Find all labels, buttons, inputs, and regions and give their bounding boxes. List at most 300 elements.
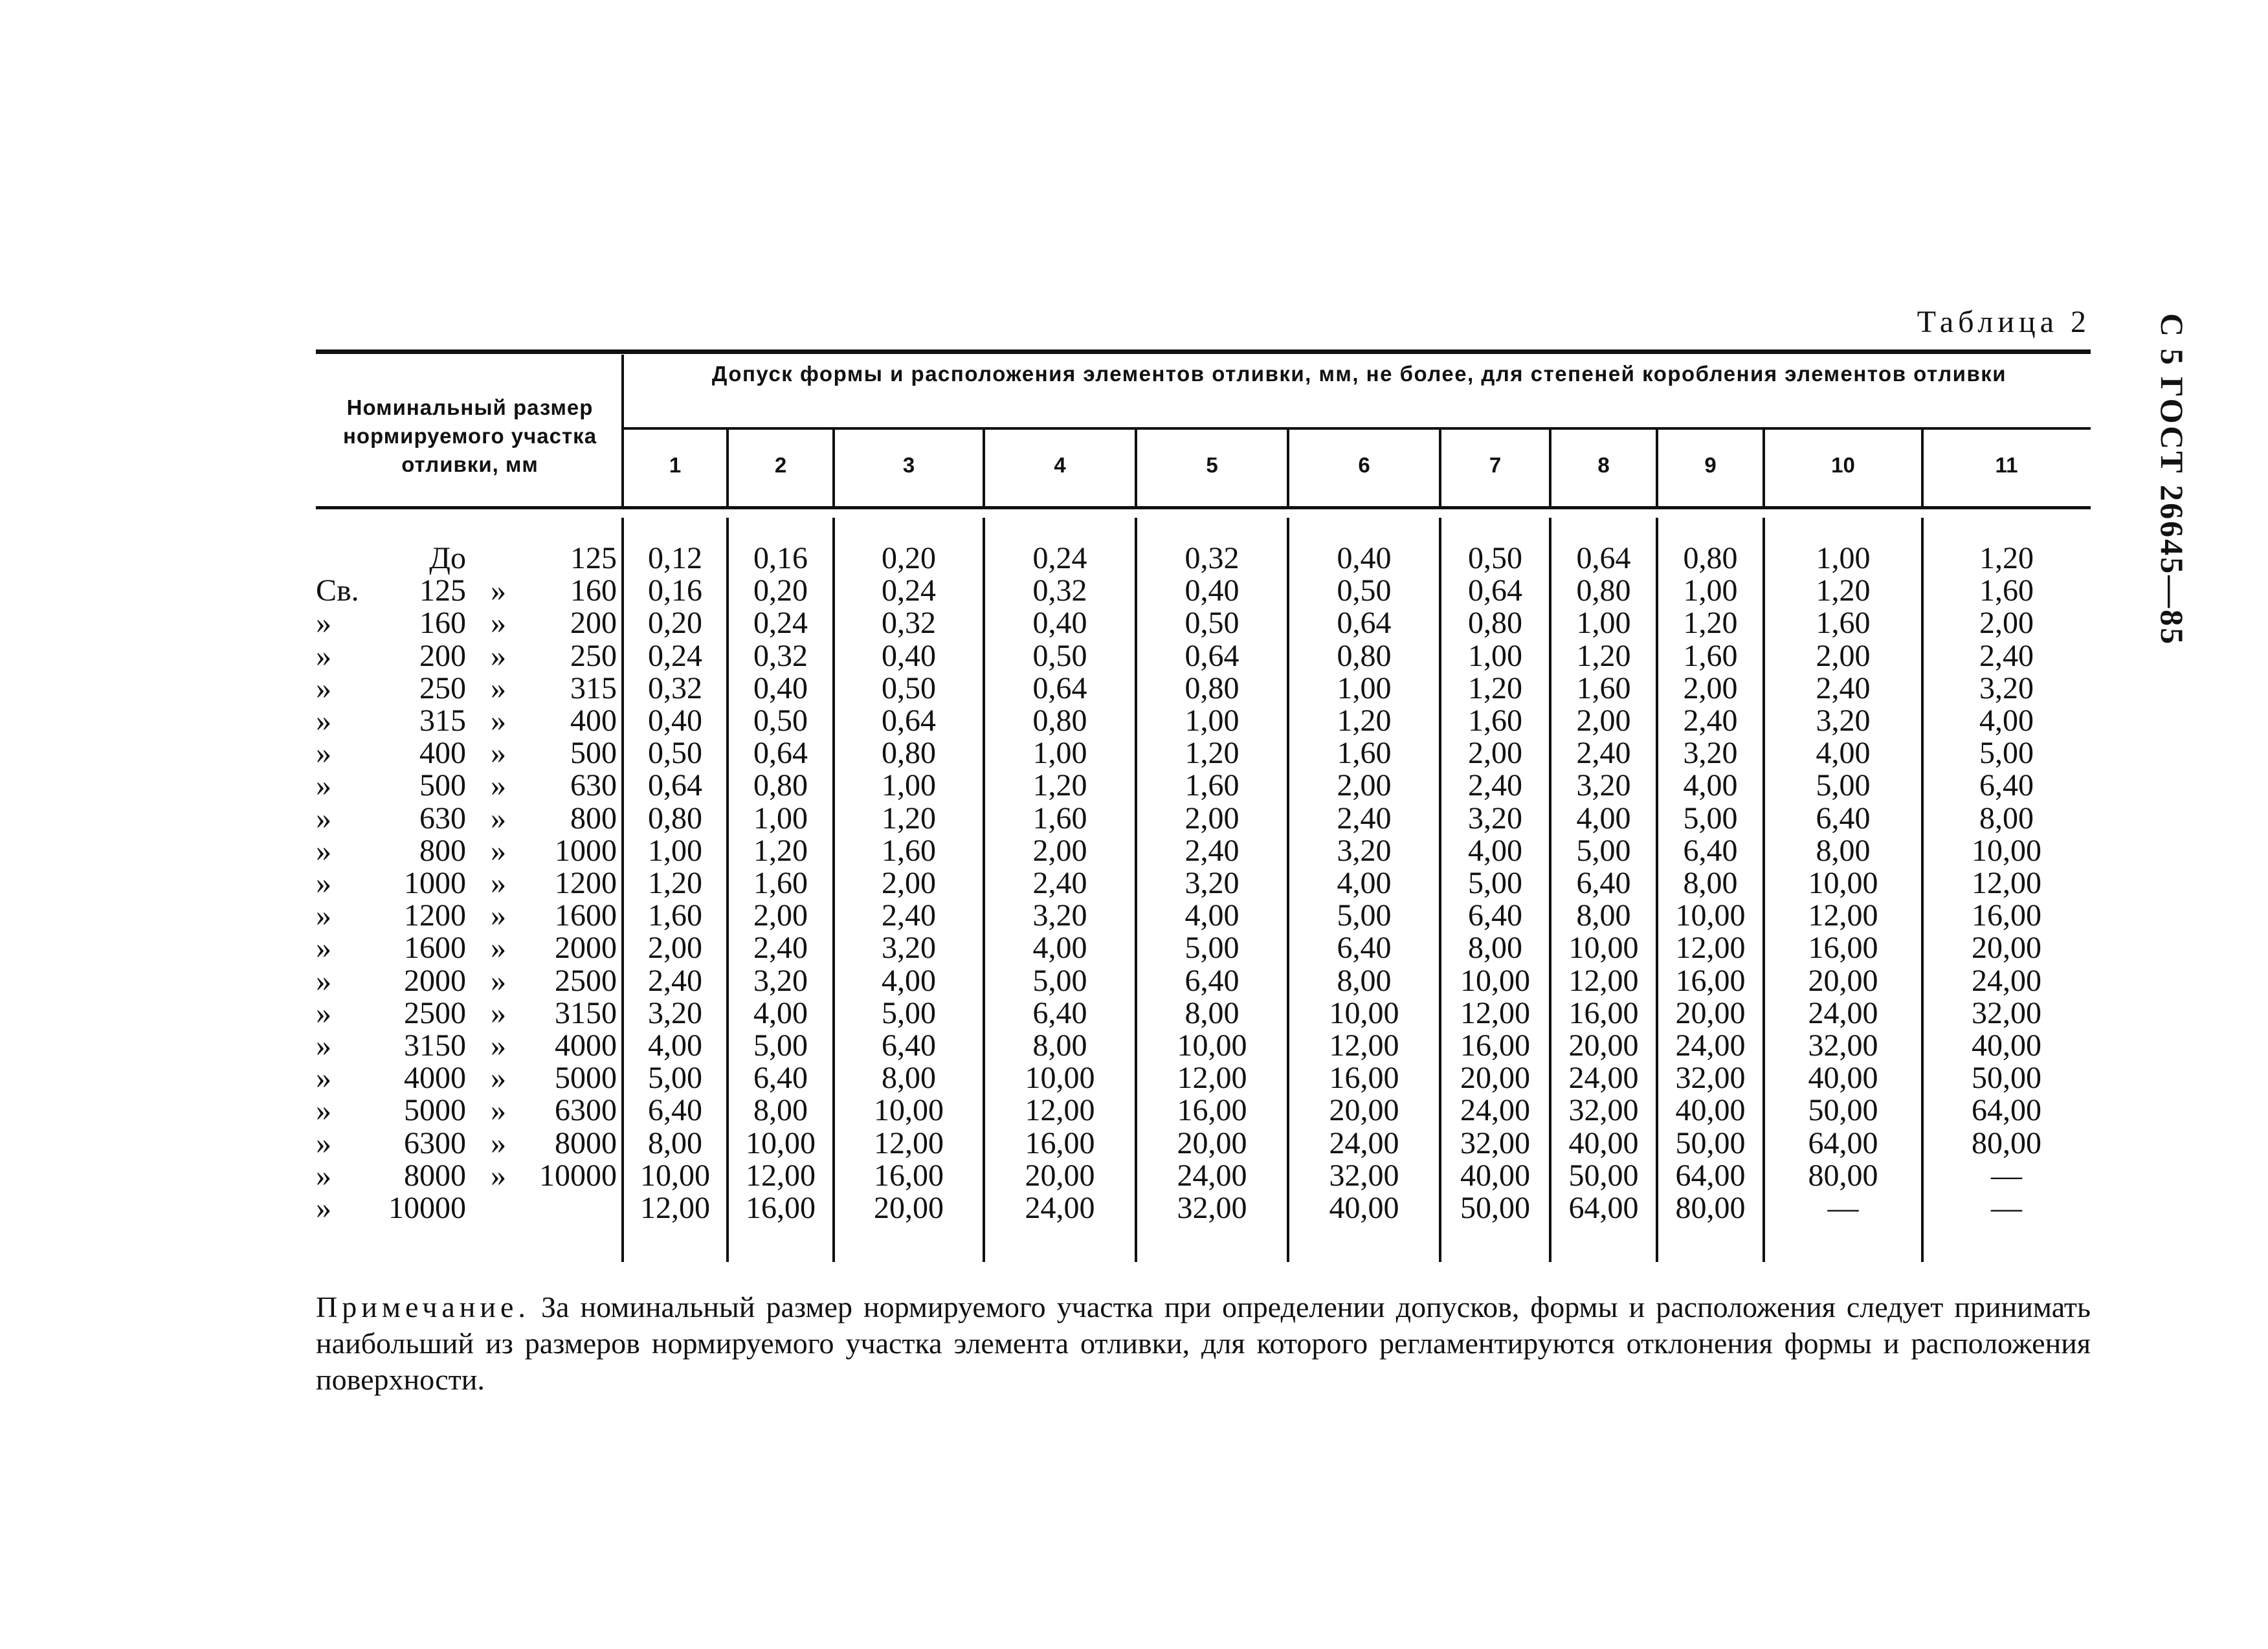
table-cell: 8,00 [1468,931,1522,966]
table-cell: 50,00 [1675,1125,1746,1160]
table-cell: 64,00 [1568,1191,1639,1225]
row-size-from: 200 [419,638,466,673]
row-size-from: 160 [419,606,466,641]
table-cell: — [1991,1158,2022,1193]
table-cell: 4,00 [882,963,936,998]
row-prefix: » [316,736,331,771]
table-cell: 8,00 [1979,801,2034,836]
table-cell: 12,00 [1460,995,1530,1030]
table-cell: 32,00 [1460,1125,1530,1160]
row-prefix: » [316,1125,331,1160]
table-cell: 32,00 [1675,1061,1746,1096]
table-cell: 3,20 [1979,670,2034,705]
table-cell: 1,00 [1468,638,1522,673]
table-cell: 32,00 [1329,1158,1399,1193]
table-cell: 8,00 [1032,1028,1087,1063]
table-cell: 16,00 [1460,1028,1530,1063]
table-cell: 32,00 [1972,995,2041,1030]
table-cell: 1,20 [1576,638,1631,673]
table-cell: 50,00 [1568,1158,1639,1193]
table-cell: 2,00 [648,931,702,966]
row-prefix: » [316,801,331,836]
tolerance-caption: Допуск формы и расположения элементов отливки, мм, не более, для степеней коробления элементов отливки [711,362,2007,386]
table-cell: 0,40 [753,670,808,705]
table-cell: 32,00 [1808,1028,1878,1063]
table-cell: 0,80 [1576,573,1631,608]
table-cell: 6,40 [1032,995,1087,1030]
table-cell: 20,00 [874,1191,944,1225]
table-cell: 3,20 [882,931,936,966]
table-cell: 5,00 [1032,963,1087,998]
table-cell: 24,00 [1972,963,2041,998]
table-cell: 0,20 [753,573,808,608]
degree-header: 9 [1704,453,1717,477]
table-cell: 0,80 [1184,670,1240,705]
table-cell: 1,60 [1468,703,1522,738]
table-cell: 40,00 [1675,1093,1746,1128]
table-cell: 12,00 [1972,866,2041,900]
row-size-to: 250 [570,638,617,673]
row-size-to: 2000 [555,931,617,966]
table-cell: — [1827,1191,1859,1225]
document-side-label: С 5 ГОСТ 26645—85 [2154,313,2190,647]
table-cell: 24,00 [1675,1028,1746,1063]
table-cell: 0,40 [1184,573,1240,608]
table-cell: 1,60 [753,866,808,900]
table-cell: 0,32 [648,670,702,705]
table-cell: 5,00 [882,995,936,1030]
row-size-from: 800 [419,833,466,868]
table-cell: 20,00 [1808,963,1878,998]
table-cell: 4,00 [1576,801,1631,836]
table-cell: 80,00 [1675,1191,1746,1225]
row-size-from: 630 [419,801,466,836]
row-prefix: » [316,703,331,738]
table-cell: 6,40 [1337,931,1392,966]
degree-header: 2 [774,453,787,477]
table-cell: 12,00 [1568,963,1639,998]
table-cell: 2,40 [1816,670,1871,705]
table-cell: 0,20 [648,606,702,641]
table-cell: 0,40 [882,638,936,673]
table-cell: 1,60 [1979,573,2034,608]
note-heading: Примечание. [316,1290,530,1323]
table-cell: 0,80 [1683,541,1738,575]
table-cell: 1,00 [1337,670,1392,705]
table-cell: 24,00 [1568,1061,1639,1096]
table-cell: 0,50 [1032,638,1087,673]
table-cell: 2,40 [1468,768,1522,803]
table-cell: 8,00 [1816,833,1871,868]
table-cell: 2,00 [1979,606,2034,641]
table-cell: 5,00 [648,1061,702,1096]
row-separator-mark: » [491,768,506,803]
table-cell: 1,60 [1184,768,1240,803]
table-cell: 0,40 [1032,606,1087,641]
table-cell: 1,20 [1683,606,1738,641]
table-cell: 1,00 [882,768,936,803]
row-separator-mark: » [491,931,506,966]
table-cell: 40,00 [1568,1125,1639,1160]
table-cell: 1,20 [648,866,702,900]
table-cell: 6,40 [1816,801,1871,836]
row-separator-mark: » [491,1028,506,1063]
row-separator-mark: » [491,995,506,1030]
row-size-from: 2000 [404,963,466,998]
table-cell: 1,00 [1032,736,1087,771]
table-cell: 20,00 [1675,995,1746,1030]
table-cell: 1,20 [1032,768,1087,803]
table-cell: 2,40 [1576,736,1631,771]
table-cell: 64,00 [1675,1158,1746,1193]
row-separator-mark: » [491,1093,506,1128]
table-cell: 1,00 [1683,573,1738,608]
row-size-from: До [429,541,466,575]
row-separator-mark: » [491,1158,506,1193]
row-size-from: 8000 [404,1158,466,1193]
table-cell: 3,20 [1576,768,1631,803]
table-cell: 10,00 [1329,995,1399,1030]
table-cell: 4,00 [1816,736,1871,771]
row-separator-mark: » [491,606,506,641]
table-cell: 2,00 [1683,670,1738,705]
table-cell: 4,00 [1184,898,1240,933]
table-cell: 0,50 [648,736,702,771]
row-prefix: » [316,833,331,868]
header-left-separator [621,355,624,507]
table-cell: 1,60 [1683,638,1738,673]
table-cell: 3,20 [1683,736,1738,771]
row-prefix: » [316,995,331,1030]
table-cell: 10,00 [746,1125,816,1160]
table-cell: 0,64 [882,703,936,738]
table-cell: 1,60 [648,898,702,933]
table-cell: 2,40 [753,931,808,966]
table-cell: 0,80 [753,768,808,803]
table-cell: 20,00 [1568,1028,1639,1063]
table-cell: 1,20 [1337,703,1392,738]
table-cell: 4,00 [1337,866,1392,900]
degree-header: 11 [1995,453,2018,477]
table-cell: 8,00 [1184,995,1240,1030]
row-size-to: 8000 [555,1125,617,1160]
table-cell: 32,00 [1568,1093,1639,1128]
table-cell: 8,00 [648,1125,702,1160]
table-cell: 1,20 [753,833,808,868]
table-cell: 10,00 [640,1158,710,1193]
table-cell: 16,00 [1329,1061,1399,1096]
degree-header: 6 [1358,453,1370,477]
table-cell: 0,40 [1337,541,1392,575]
table-cell: 0,24 [882,573,936,608]
table-cell: 20,00 [1025,1158,1095,1193]
table-cell: 40,00 [1808,1061,1878,1096]
degree-header: 8 [1597,453,1610,477]
table-cell: 1,60 [1576,670,1631,705]
table-cell: 1,60 [1337,736,1392,771]
table-cell: 80,00 [1808,1158,1878,1193]
row-separator-mark: » [491,573,506,608]
table-cell: 50,00 [1972,1061,2041,1096]
table-cell: 2,40 [1032,866,1087,900]
degree-header: 5 [1206,453,1218,477]
table-cell: 0,80 [882,736,936,771]
table-cell: 12,00 [640,1191,710,1225]
table-cell: 8,00 [1576,898,1631,933]
row-separator-mark: » [491,963,506,998]
table-cell: 10,00 [1568,931,1639,966]
table-cell: 0,50 [1337,573,1392,608]
table-cell: 5,00 [753,1028,808,1063]
row-size-to: 160 [570,573,617,608]
table-cell: 24,00 [1177,1158,1247,1193]
row-size-to: 10000 [539,1158,617,1193]
table-cell: 1,20 [882,801,936,836]
table-cell: 2,40 [1184,833,1240,868]
table-cell: 16,00 [1972,898,2041,933]
table-cell: 10,00 [1675,898,1746,933]
table-cell: 0,32 [882,606,936,641]
table-cell: 3,20 [1816,703,1871,738]
row-size-to: 3150 [555,995,617,1030]
table-cell: 0,80 [648,801,702,836]
table-cell: 2,00 [1816,638,1871,673]
row-size-from: 2500 [404,995,466,1030]
row-separator-mark: » [491,898,506,933]
table-cell: 1,60 [1032,801,1087,836]
table-cell: 1,20 [1468,670,1522,705]
row-size-to: 630 [570,768,617,803]
table-cell: 4,00 [1468,833,1522,868]
table-cell: 20,00 [1460,1061,1530,1096]
table-cell: 16,00 [1568,995,1639,1030]
row-size-to: 5000 [555,1061,617,1096]
table-cell: 20,00 [1177,1125,1247,1160]
size-column-header: Номинальный размер нормируемого участка отливки, мм [342,395,597,476]
row-size-to: 200 [570,606,617,641]
row-prefix: » [316,963,331,998]
table-cell: 10,00 [874,1093,944,1128]
row-size-from: 250 [419,670,466,705]
table-cell: 24,00 [1329,1125,1399,1160]
table-cell: 0,64 [1468,573,1522,608]
row-size-from: 6300 [404,1125,466,1160]
row-size-from: 500 [419,768,466,803]
table-cell: 10,00 [1025,1061,1095,1096]
degree-header: 4 [1054,453,1066,477]
table-cell: 0,50 [753,703,808,738]
table-cell: 2,40 [648,963,702,998]
table-cell: 6,40 [1184,963,1240,998]
note-text: За номинальный размер нормируемого участка при определении допусков, формы и расположения следует принимать наибольший из размеров нормируемого участка элемента отливки, для которого регламентируются отклонения формы и расположения поверхности. [316,1290,2091,1396]
row-prefix: » [316,768,331,803]
row-size-from: 315 [419,703,466,738]
table-top-rule [316,349,2091,354]
table-cell: 3,20 [1468,801,1522,836]
table-cell: 0,50 [1468,541,1522,575]
table-cell: 1,00 [1184,703,1240,738]
table-cell: 4,00 [753,995,808,1030]
table-cell: 16,00 [1177,1093,1247,1128]
table-cell: 0,12 [648,541,702,575]
degree-header: 7 [1489,453,1502,477]
table-cell: 2,00 [1576,703,1631,738]
row-size-to: 6300 [555,1093,617,1128]
row-separator-mark: » [491,801,506,836]
table-cell: 12,00 [874,1125,944,1160]
table-cell: 1,20 [1979,541,2034,575]
table-cell: 0,32 [1184,541,1240,575]
table-cell: 0,64 [1032,670,1087,705]
table-note [316,1289,2091,1398]
table-cell: 2,40 [882,898,936,933]
row-prefix: » [316,1093,331,1128]
table-cell: 0,16 [753,541,808,575]
table-cell: 1,60 [882,833,936,868]
table-cell: 4,00 [1683,768,1738,803]
table-cell: 3,20 [1032,898,1087,933]
table-cell: 12,00 [1177,1061,1247,1096]
table-cell: 0,80 [1337,638,1392,673]
table-cell: 12,00 [1025,1093,1095,1128]
row-size-to: 4000 [555,1028,617,1063]
table-cell: 0,16 [648,573,702,608]
table-cell: 5,00 [1683,801,1738,836]
table-cell: 0,24 [648,638,702,673]
table-cell: 6,40 [648,1093,702,1128]
table-cell: 1,20 [1184,736,1240,771]
table-cell: 10,00 [1177,1028,1247,1063]
row-separator-mark: » [491,866,506,900]
table-cell: 2,40 [1979,638,2034,673]
table-cell: 5,00 [1816,768,1871,803]
table-cell: 8,00 [1337,963,1392,998]
row-size-to: 400 [570,703,617,738]
row-prefix: » [316,1028,331,1063]
table-cell: 12,00 [1808,898,1878,933]
table-cell: 1,20 [1816,573,1871,608]
row-size-from: 3150 [404,1028,466,1063]
table-cell: 80,00 [1972,1125,2041,1160]
table-cell: 2,00 [882,866,936,900]
table-cell: 0,64 [1184,638,1240,673]
row-size-to: 315 [570,670,617,705]
row-size-from: 4000 [404,1061,466,1096]
row-prefix: » [316,1158,331,1193]
table-cell: 0,24 [1032,541,1087,575]
row-size-from: 1200 [404,898,466,933]
table-cell: 0,64 [753,736,808,771]
row-prefix: Св. [316,573,359,608]
table-cell: 50,00 [1808,1093,1878,1128]
row-separator-mark: » [491,1061,506,1096]
row-size-from: 125 [419,573,466,608]
row-size-to: 500 [570,736,617,771]
row-size-to: 1200 [555,866,617,900]
table-cell: 0,80 [1032,703,1087,738]
row-size-to: 125 [570,541,617,575]
table-cell: 3,20 [648,995,702,1030]
table-cell: 5,00 [1468,866,1522,900]
table-cell: 2,00 [1468,736,1522,771]
row-size-to: 1600 [555,898,617,933]
row-size-to: 2500 [555,963,617,998]
row-separator-mark: » [491,1125,506,1160]
table-cell: 6,40 [882,1028,936,1063]
table-title: Таблица 2 [1917,305,2091,339]
table-cell: 0,32 [1032,573,1087,608]
table-cell: 64,00 [1808,1125,1878,1160]
table-cell: 3,20 [1337,833,1392,868]
row-size-from: 1000 [404,866,466,900]
table-cell: 6,40 [1683,833,1738,868]
table-cell: 32,00 [1177,1191,1247,1225]
table-cell: 24,00 [1808,995,1878,1030]
table-cell: 4,00 [1979,703,2034,738]
table-cell: 8,00 [882,1061,936,1096]
table-cell: 4,00 [648,1028,702,1063]
row-prefix: » [316,931,331,966]
table-cell: 3,20 [1184,866,1240,900]
table-cell: 0,64 [1337,606,1392,641]
table-cell: 0,20 [882,541,936,575]
table-cell: 16,00 [1675,963,1746,998]
table-cell: 0,24 [753,606,808,641]
row-size-from: 1600 [404,931,466,966]
table-cell: 6,40 [1468,898,1522,933]
header-bottom-rule [316,506,2091,509]
table-cell: 6,40 [1979,768,2034,803]
table-cell: 2,40 [1683,703,1738,738]
table-cell: 10,00 [1972,833,2041,868]
table-cell: 10,00 [1808,866,1878,900]
row-prefix: » [316,898,331,933]
table-cell: 64,00 [1972,1093,2041,1128]
table-cell: 2,00 [753,898,808,933]
row-prefix: » [316,670,331,705]
table-cell: 8,00 [1683,866,1738,900]
table-cell: 1,60 [1816,606,1871,641]
table-cell: 4,00 [1032,931,1087,966]
table-cell: 0,32 [753,638,808,673]
header-divider-rule [623,427,2091,430]
table-cell: 10,00 [1460,963,1530,998]
table-cell: 3,20 [753,963,808,998]
row-separator-mark: » [491,736,506,771]
row-separator-mark: » [491,703,506,738]
degree-header: 10 [1831,453,1855,477]
table-cell: 1,00 [1576,606,1631,641]
table-cell: 2,40 [1337,801,1392,836]
row-size-to: 800 [570,801,617,836]
table-cell: 0,50 [882,670,936,705]
table-cell: 24,00 [1025,1191,1095,1225]
table-cell: 50,00 [1460,1191,1530,1225]
row-prefix: » [316,1191,331,1225]
table-cell: 40,00 [1460,1158,1530,1193]
table-cell: 20,00 [1972,931,2041,966]
table-cell: 6,40 [1576,866,1631,900]
table-cell: 24,00 [1460,1093,1530,1128]
row-size-to: 1000 [555,833,617,868]
table-cell: 0,64 [648,768,702,803]
table-cell: 0,64 [1576,541,1631,575]
table-cell: 2,00 [1184,801,1240,836]
table-cell: 5,00 [1184,931,1240,966]
table-cell: 0,50 [1184,606,1240,641]
table-cell: 0,40 [648,703,702,738]
table-cell: 6,40 [753,1061,808,1096]
